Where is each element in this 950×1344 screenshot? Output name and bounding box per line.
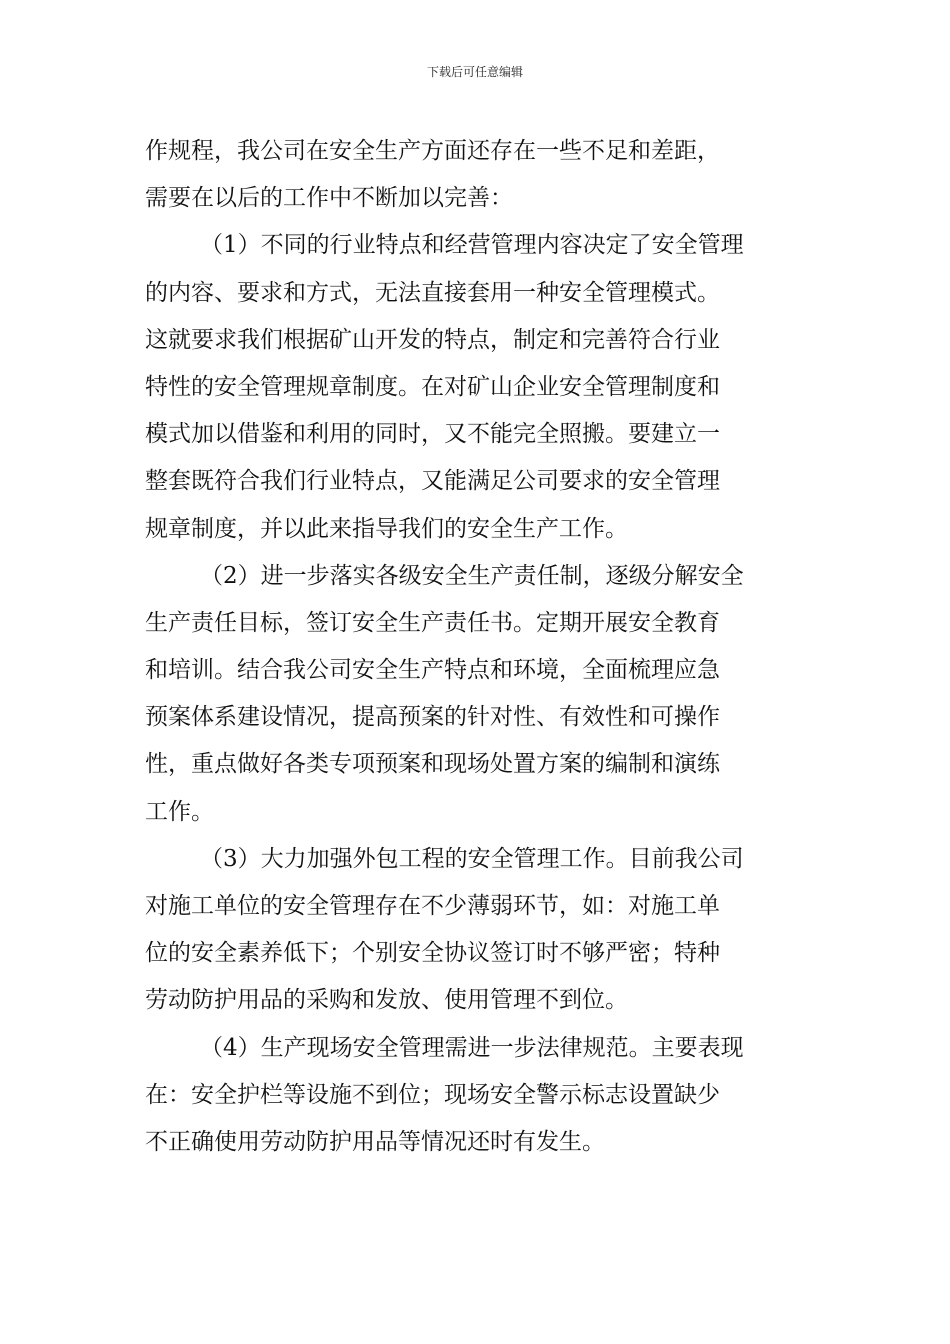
text-line: 对施工单位的安全管理存在不少薄弱环节，如：对施工单 xyxy=(145,893,720,919)
text-line: 不正确使用劳动防护用品等情况还时有发生。 xyxy=(145,1128,605,1155)
text-line: 生产责任目标，签订安全生产责任书。定期开展安全教育 xyxy=(145,609,720,636)
text-line: 在：安全护栏等设施不到位；现场安全警示标志设置缺少 xyxy=(145,1081,720,1108)
text-line: 预案体系建设情况，提高预案的针对性、有效性和可操作 xyxy=(145,704,720,731)
text-line: 和培训。结合我公司安全生产特点和环境，全面梳理应急 xyxy=(145,657,720,684)
text-line: 位的安全素养低下；个别安全协议签订时不够严密；特种 xyxy=(145,940,720,967)
text-line: 特性的安全管理规章制度。在对矿山企业安全管理制度和 xyxy=(145,373,720,400)
text-line: 作规程，我公司在安全生产方面还存在一些不足和差距， xyxy=(145,138,720,164)
text-line: 整套既符合我们行业特点，又能满足公司要求的安全管理 xyxy=(145,468,720,495)
paragraph-item-3 xyxy=(145,836,810,1025)
text-line: 模式加以借鉴和利用的同时，又不能完全照搬。要建立一 xyxy=(145,421,720,448)
text-line: 这就要求我们根据矿山开发的特点，制定和完善符合行业 xyxy=(145,326,720,353)
text-line: 工作。 xyxy=(145,798,214,825)
text-line: （3）大力加强外包工程的安全管理工作。目前我公司 xyxy=(200,845,744,872)
text-line: 规章制度，并以此来指导我们的安全生产工作。 xyxy=(145,515,628,542)
text-line: 的内容、要求和方式，无法直接套用一种安全管理模式。 xyxy=(145,279,720,306)
paragraph-intro xyxy=(145,128,810,222)
document-body xyxy=(145,128,810,1166)
text-line: （2）进一步落实各级安全生产责任制，逐级分解安全 xyxy=(200,562,744,589)
text-line: 劳动防护用品的采购和发放、使用管理不到位。 xyxy=(145,987,628,1014)
text-line: 需要在以后的工作中不断加以完善： xyxy=(145,185,513,212)
paragraph-item-4 xyxy=(145,1025,810,1167)
paragraph-item-1 xyxy=(145,222,810,552)
text-line: 性，重点做好各类专项预案和现场处置方案的编制和演练 xyxy=(145,751,720,778)
text-line: （4）生产现场安全管理需进一步法律规范。主要表现 xyxy=(200,1034,744,1061)
text-line: （1）不同的行业特点和经营管理内容决定了安全管理 xyxy=(200,232,744,259)
page-header: 下载后可任意编辑 xyxy=(426,65,523,79)
paragraph-item-2 xyxy=(145,553,810,836)
